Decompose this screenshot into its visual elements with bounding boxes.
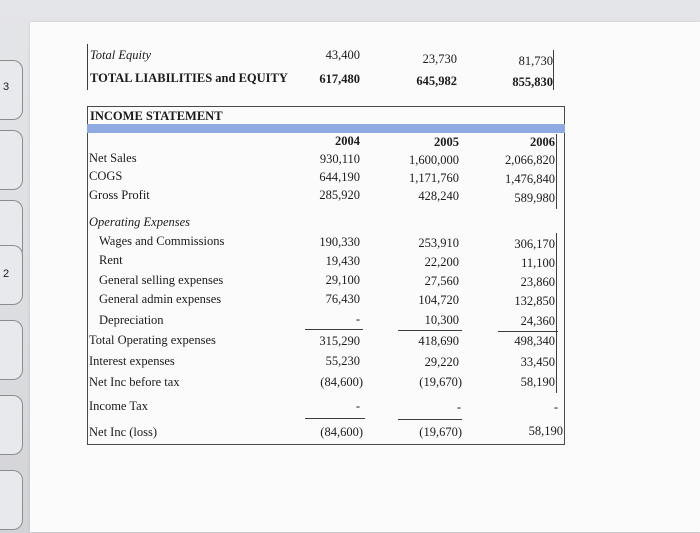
- cell-value: 418,690: [418, 334, 459, 348]
- cell-value: (19,670): [419, 425, 462, 439]
- cell-value: -: [355, 312, 360, 326]
- cell-value: 27,560: [424, 274, 459, 288]
- cell-value: 58,190: [528, 424, 563, 438]
- cell-value: 24,360: [520, 314, 555, 328]
- year-header: 2004: [335, 134, 360, 148]
- side-tab: [0, 60, 23, 120]
- cell-value: 81,730: [518, 54, 553, 68]
- cell-value: 22,200: [424, 255, 459, 269]
- cell-value: 645,982: [416, 74, 457, 88]
- cell-value: 1,476,840: [505, 172, 555, 186]
- row-label: Net Sales: [89, 151, 137, 165]
- cell-border: [556, 233, 557, 393]
- cell-value: 29,220: [424, 355, 459, 369]
- side-tab: [0, 470, 23, 530]
- year-header-band: [87, 124, 565, 133]
- row-label: COGS: [89, 169, 123, 183]
- cell-value: 132,850: [514, 294, 555, 308]
- row-label: Rent: [99, 253, 123, 267]
- cell-value: 23,860: [520, 275, 555, 289]
- cell-value: 55,230: [325, 354, 360, 368]
- cell-value: 315,290: [319, 334, 360, 348]
- side-tab: [0, 245, 23, 305]
- side-tab-mark: 2: [3, 268, 10, 280]
- cell-value: 29,100: [325, 273, 360, 287]
- row-label: Net Inc (loss): [89, 425, 158, 439]
- cell-value: 23,730: [422, 52, 457, 66]
- year-header: 2005: [434, 135, 459, 149]
- cell-value: 428,240: [418, 189, 459, 203]
- row-label: Interest expenses: [89, 354, 175, 368]
- cell-value: 76,430: [325, 292, 360, 306]
- cell-value: 617,480: [319, 72, 360, 86]
- cell-value: 498,340: [514, 334, 555, 348]
- cell-value: 855,830: [512, 75, 553, 89]
- cell-value: 253,910: [418, 236, 459, 250]
- cell-border: [87, 44, 88, 90]
- cell-value: 104,720: [418, 293, 459, 307]
- side-tab: [0, 395, 23, 455]
- sum-line: [498, 331, 558, 332]
- cell-border: [553, 50, 554, 90]
- cell-value: 644,190: [319, 170, 360, 184]
- cell-value: (84,600): [320, 375, 363, 389]
- cell-value: 285,920: [319, 188, 360, 202]
- row-label: Total Operating expenses: [89, 333, 216, 347]
- row-label: TOTAL LIABILITIES and EQUITY: [90, 71, 288, 85]
- cell-value: 19,430: [325, 254, 360, 268]
- side-tab: [0, 130, 23, 190]
- cell-value: 43,400: [325, 48, 360, 62]
- cell-value: 1,600,000: [409, 153, 459, 167]
- cell-value: (19,670): [419, 375, 462, 389]
- cell-value: 58,190: [520, 375, 555, 389]
- cell-value: 190,330: [319, 235, 360, 249]
- row-label: General admin expenses: [99, 292, 222, 306]
- row-label: Net Inc before tax: [89, 375, 180, 389]
- row-label: Gross Profit: [89, 188, 150, 202]
- row-label: Depreciation: [99, 313, 164, 327]
- side-tab-mark: 3: [3, 81, 10, 93]
- income-statement-title: INCOME STATEMENT: [90, 109, 223, 123]
- cell-value: -: [553, 400, 558, 414]
- cell-value: (84,600): [320, 425, 363, 439]
- cell-value: -: [456, 400, 461, 414]
- row-label: Operating Expenses: [89, 215, 191, 229]
- row-label: Income Tax: [89, 399, 148, 413]
- side-tab: [0, 320, 23, 380]
- cell-value: 2,066,820: [505, 153, 555, 167]
- sum-line: [305, 329, 363, 330]
- cell-value: 306,170: [514, 237, 555, 251]
- row-label: Wages and Commissions: [99, 234, 225, 248]
- cell-value: -: [355, 399, 360, 413]
- cell-value: 10,300: [424, 313, 459, 327]
- row-label: General selling expenses: [99, 273, 224, 287]
- year-header: 2006: [530, 135, 555, 149]
- cell-value: 33,450: [520, 355, 555, 369]
- cell-value: 589,980: [514, 191, 555, 205]
- cell-border: [556, 134, 557, 209]
- cell-value: 11,100: [521, 256, 555, 270]
- cell-value: 1,171,760: [409, 171, 459, 185]
- row-label: Total Equity: [90, 48, 152, 62]
- sum-line: [305, 418, 365, 419]
- sum-line: [398, 330, 462, 331]
- sum-line: [398, 419, 462, 420]
- cell-value: 930,110: [319, 152, 360, 166]
